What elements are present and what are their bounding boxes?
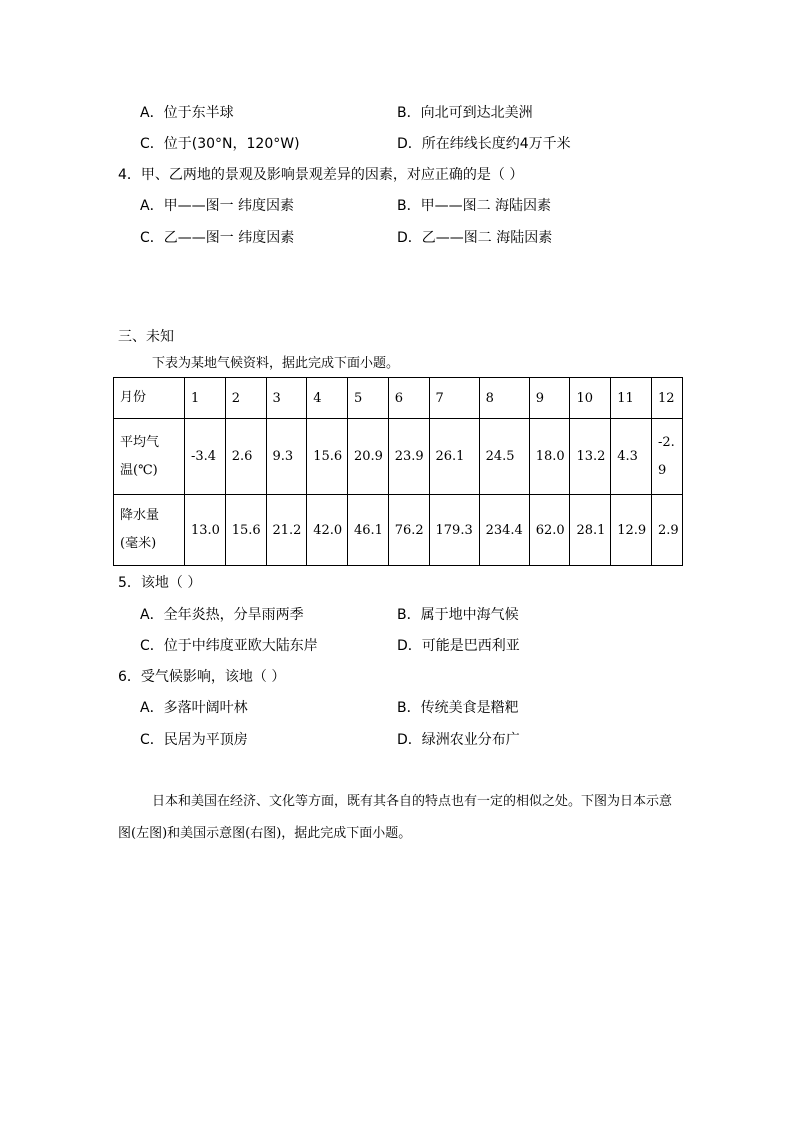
q5-option-b[interactable]: B．属于地中海气候 [397, 607, 519, 623]
table-cell: 10 [570, 378, 611, 419]
q4-option-d[interactable]: D．乙——图二 海陆因素 [397, 230, 553, 246]
q6-option-d[interactable]: D．绿洲农业分布广 [397, 732, 520, 748]
table-cell: 11 [611, 378, 652, 419]
table-cell: 2.9 [652, 495, 683, 566]
table-cell: 4 [307, 378, 348, 419]
q3-option-c[interactable]: C．位于(30°N，120°W) [140, 136, 300, 152]
table-cell: 2 [225, 378, 266, 419]
table-cell: 24.5 [479, 419, 529, 495]
table-cell: 46.1 [348, 495, 389, 566]
table-cell: 13.2 [570, 419, 611, 495]
table-cell: 5 [348, 378, 389, 419]
table-cell: 3 [266, 378, 307, 419]
q3-option-a[interactable]: A．位于东半球 [140, 105, 234, 121]
table-cell: -3.4 [185, 419, 226, 495]
table-cell: 21.2 [266, 495, 307, 566]
q4-option-c[interactable]: C．乙——图一 纬度因素 [140, 230, 295, 246]
q6-option-c[interactable]: C．民居为平顶房 [140, 732, 248, 748]
table-cell: 26.1 [429, 419, 479, 495]
table-cell: 62.0 [529, 495, 570, 566]
table-cell: 8 [479, 378, 529, 419]
q5-option-d[interactable]: D．可能是巴西利亚 [397, 638, 520, 654]
table-cell: 13.0 [185, 495, 226, 566]
table-cell: 9.3 [266, 419, 307, 495]
q6-stem: 6．受气候影响，该地（ ） [118, 669, 286, 685]
table-cell: 15.6 [225, 495, 266, 566]
table-cell: -2.9 [652, 419, 683, 495]
table-cell: 9 [529, 378, 570, 419]
table-cell: 18.0 [529, 419, 570, 495]
q6-option-a[interactable]: A．多落叶阔叶林 [140, 700, 248, 716]
q3-option-d[interactable]: D．所在纬线长度约4万千米 [397, 136, 571, 152]
table-cell: 15.6 [307, 419, 348, 495]
table-row-months [114, 378, 683, 419]
q5-option-c[interactable]: C．位于中纬度亚欧大陆东岸 [140, 638, 318, 654]
q4-option-a[interactable]: A．甲——图一 纬度因素 [140, 198, 295, 214]
table-cell: 234.4 [479, 495, 529, 566]
q3-option-b[interactable]: B．向北可到达北美洲 [397, 105, 533, 121]
table-cell: 1 [185, 378, 226, 419]
q4-stem: 4．甲、乙两地的景观及影响景观差异的因素，对应正确的是（ ） [118, 167, 524, 183]
table-row-precipitation [114, 495, 683, 566]
section-title: 三、未知 [118, 329, 174, 345]
q5-option-a[interactable]: A．全年炎热，分旱雨两季 [140, 607, 304, 623]
table-cell: 4.3 [611, 419, 652, 495]
table-cell: 179.3 [429, 495, 479, 566]
table-cell: 7 [429, 378, 479, 419]
table-cell: 20.9 [348, 419, 389, 495]
table-cell: 23.9 [388, 419, 429, 495]
climate-table [113, 377, 683, 566]
table-cell: 28.1 [570, 495, 611, 566]
table-cell: 42.0 [307, 495, 348, 566]
closing-paragraph: 日本和美国在经济、文化等方面，既有其各自的特点也有一定的相似之处。下图为日本示意图(左图)和美国示意图(右图)，据此完成下面小题。 [118, 794, 673, 841]
table-cell: 6 [388, 378, 429, 419]
precipitation-label: 降水量 (毫米) [114, 495, 185, 566]
table-cell: 12.9 [611, 495, 652, 566]
table-cell: 12 [652, 378, 683, 419]
table-row-temperature [114, 419, 683, 495]
q6-option-b[interactable]: B．传统美食是糌粑 [397, 700, 519, 716]
temperature-label: 平均气 温(℃) [114, 419, 185, 495]
table-intro: 下表为某地气候资料，据此完成下面小题。 [152, 356, 400, 371]
table-cell: 2.6 [225, 419, 266, 495]
q5-stem: 5．该地（ ） [118, 575, 202, 591]
month-label: 月份 [114, 378, 185, 419]
q4-option-b[interactable]: B．甲——图二 海陆因素 [397, 198, 552, 214]
table-cell: 76.2 [388, 495, 429, 566]
